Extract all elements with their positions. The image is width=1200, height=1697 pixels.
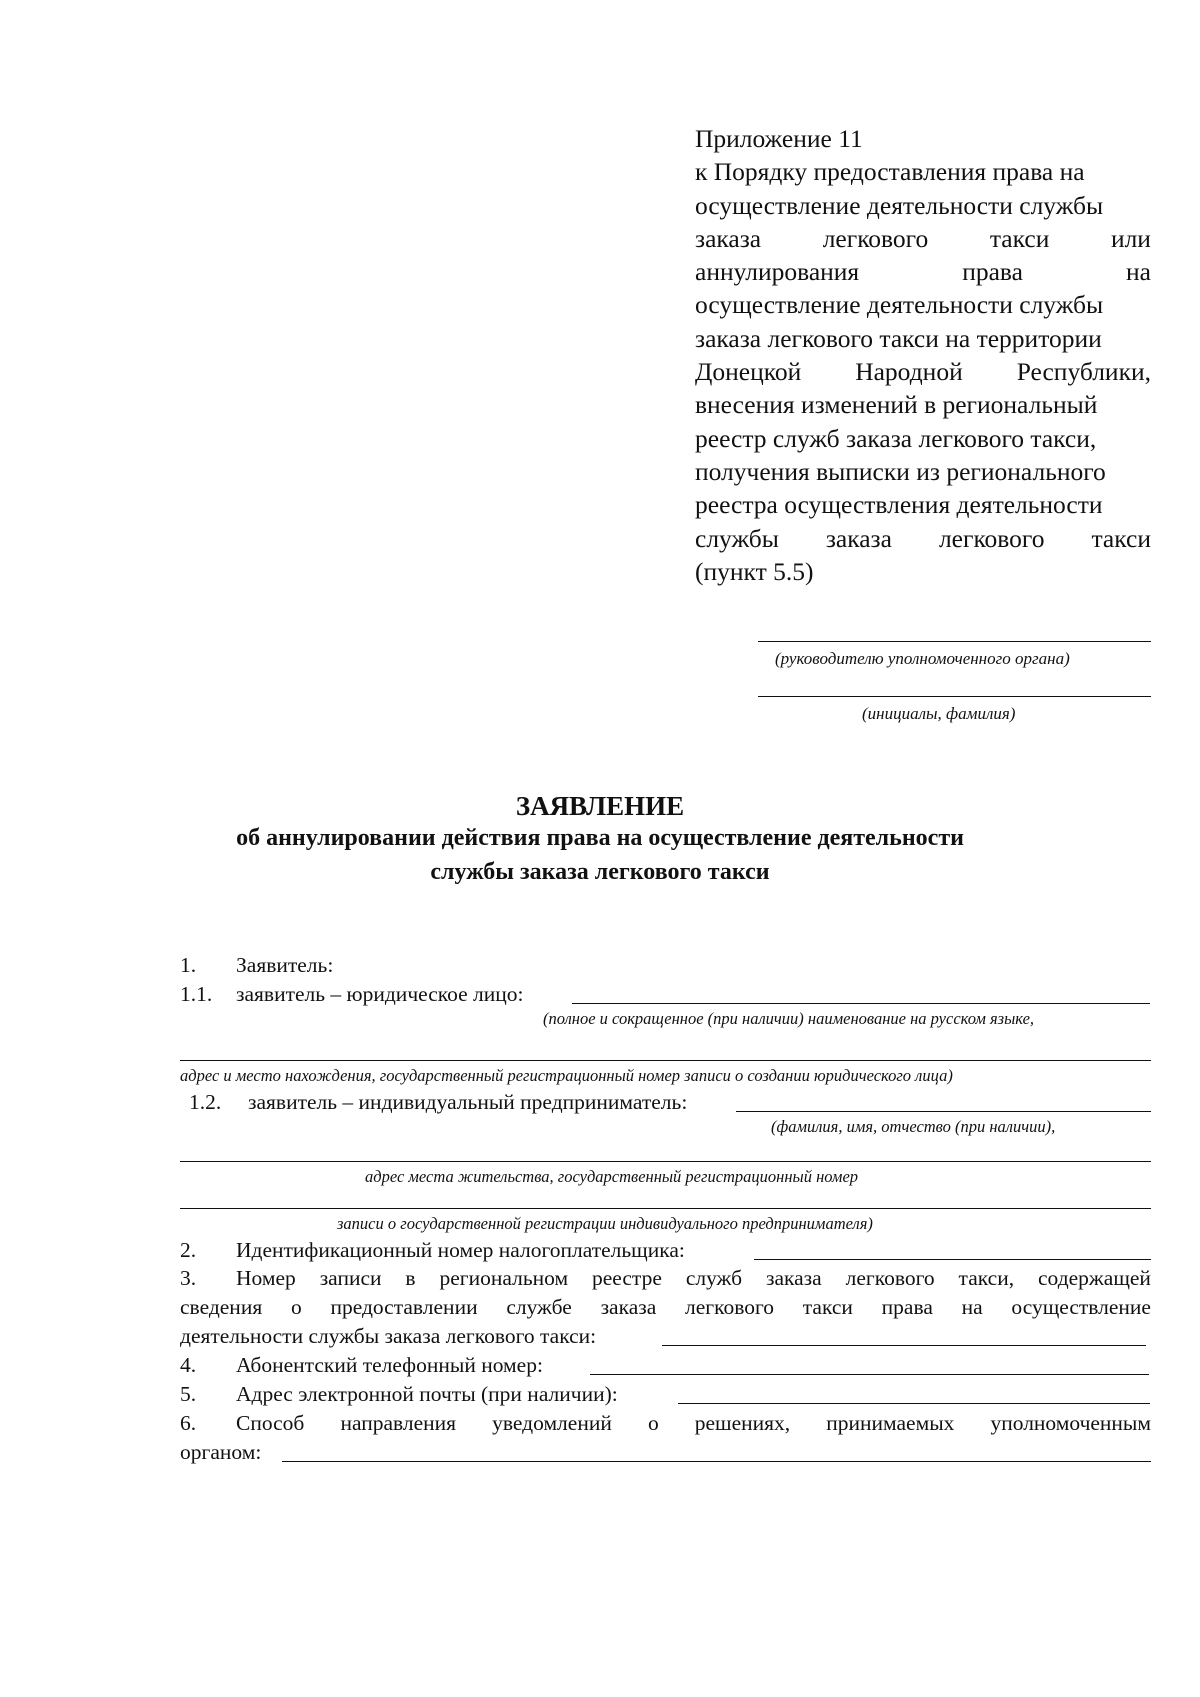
document-subtitle-line1: об аннулировании действия права на осуществление деятельности	[236, 825, 964, 851]
entrepreneur-name-field[interactable]	[736, 1111, 1151, 1112]
legal-entity-caption-1: (полное и сокращенное (при наличии) наименование на русском языке,	[543, 1009, 1035, 1028]
entrepreneur-caption-1: (фамилия, имя, отчество (при наличии),	[771, 1117, 1056, 1136]
word: уведомлений	[492, 1411, 612, 1435]
appendix-word: службы	[695, 523, 779, 553]
addressee-name-line	[758, 696, 1151, 697]
appendix-line	[695, 522, 1151, 555]
appendix-word: аннулирования	[695, 257, 860, 287]
entrepreneur-registration-field[interactable]	[180, 1208, 1151, 1209]
section-1-label: Заявитель:	[236, 953, 334, 977]
appendix-word: заказа	[695, 223, 762, 253]
word: реестре	[592, 1266, 662, 1290]
section-6-line-1	[180, 1413, 1151, 1435]
section-6-number: 6.	[180, 1411, 197, 1435]
addressee-head-line	[758, 641, 1151, 642]
word: заказа	[600, 1295, 657, 1319]
registry-record-number-field[interactable]	[662, 1345, 1146, 1346]
word: Способ	[236, 1411, 305, 1435]
appendix-word: такси	[989, 223, 1050, 253]
word: осуществление	[1011, 1295, 1151, 1319]
appendix-line: внесения изменений в региональный	[695, 390, 1098, 420]
word: о	[647, 1411, 659, 1435]
appendix-line: к Порядку предоставления права на	[695, 157, 1085, 187]
entrepreneur-address-field[interactable]	[180, 1161, 1151, 1162]
word: в	[405, 1266, 416, 1290]
section-1-number: 1.	[180, 953, 197, 977]
section-4-label: Абонентский телефонный номер:	[236, 1353, 543, 1377]
word: заказа	[765, 1266, 822, 1290]
addressee-name-caption: (инициалы, фамилия)	[862, 704, 1016, 723]
word: легкового	[845, 1266, 935, 1290]
document-title: ЗАЯВЛЕНИЕ	[515, 791, 685, 821]
word: службе	[506, 1295, 572, 1319]
addressee-head-caption: (руководителю уполномоченного органа)	[775, 649, 1070, 668]
section-1-2-label: заявитель – индивидуальный предприниматель:	[248, 1090, 688, 1114]
appendix-word: Республики,	[1016, 357, 1151, 387]
word: Номер	[236, 1266, 296, 1290]
word: легкового	[685, 1295, 775, 1319]
appendix-line: получения выписки из регионального	[695, 456, 1106, 486]
word: уполномоченным	[990, 1411, 1151, 1435]
appendix-word: заказа	[825, 523, 892, 553]
section-2-number: 2.	[180, 1238, 197, 1262]
email-field[interactable]	[678, 1403, 1150, 1404]
legal-entity-address-field[interactable]	[180, 1060, 1151, 1061]
appendix-word: Народной	[855, 357, 963, 387]
entrepreneur-caption-3: записи о государственной регистрации индивидуального предпринимателя)	[337, 1214, 873, 1233]
word: служб	[685, 1266, 743, 1290]
section-4-number: 4.	[180, 1353, 197, 1377]
section-3-line-2	[180, 1297, 1151, 1319]
word: содержащей	[1038, 1266, 1151, 1290]
word: о	[290, 1295, 302, 1319]
word: региональном	[439, 1266, 569, 1290]
word: такси,	[958, 1266, 1015, 1290]
appendix-text	[695, 155, 1151, 588]
word: записи	[319, 1266, 382, 1290]
section-1-1-label: заявитель – юридическое лицо:	[236, 982, 524, 1006]
appendix-word: легкового	[938, 523, 1045, 553]
word: на	[961, 1295, 983, 1319]
section-3-line-1	[180, 1268, 1151, 1290]
appendix-word: права	[962, 257, 1023, 287]
word: права	[881, 1295, 933, 1319]
word: предоставлении	[330, 1295, 478, 1319]
appendix-line: реестр служб заказа легкового такси,	[695, 423, 1097, 453]
appendix-word: Донецкой	[695, 357, 802, 387]
appendix-word: на	[1126, 257, 1151, 287]
legal-entity-caption-2: адрес и место нахождения, государственный регистрационный номер записи о создании юридического лица)	[180, 1066, 953, 1085]
word: направления	[340, 1411, 457, 1435]
section-3-line-3: деятельности службы заказа легкового такси:	[180, 1324, 597, 1348]
appendix-heading: Приложение 11	[695, 124, 863, 153]
section-3-number: 3.	[180, 1266, 197, 1290]
word: решениях,	[694, 1411, 791, 1435]
section-5-label: Адрес электронной почты (при наличии):	[236, 1382, 618, 1406]
section-5-number: 5.	[180, 1382, 197, 1406]
section-6-text-1	[236, 1413, 1151, 1435]
entrepreneur-caption-2: адрес места жительства, государственный регистрационный номер	[365, 1167, 859, 1186]
word: такси	[802, 1295, 853, 1319]
document-subtitle-line2: службы заказа легкового такси	[430, 859, 770, 885]
section-3-text-1	[236, 1268, 1151, 1290]
appendix-line	[695, 222, 1151, 255]
appendix-line: осуществление деятельности службы	[695, 190, 1104, 220]
appendix-line	[695, 255, 1151, 288]
phone-number-field[interactable]	[590, 1374, 1149, 1375]
appendix-line: реестра осуществления деятельности	[695, 490, 1103, 520]
tax-number-field[interactable]	[754, 1259, 1151, 1260]
section-1-2-number: 1.2.	[189, 1090, 222, 1114]
section-2-label: Идентификационный номер налогоплательщика:	[236, 1238, 685, 1262]
appendix-word: такси	[1091, 523, 1151, 553]
appendix-line: осуществление деятельности службы	[695, 290, 1104, 320]
word: принимаемых	[826, 1411, 955, 1435]
legal-entity-name-field[interactable]	[572, 1003, 1150, 1004]
section-6-line-2: органом:	[180, 1440, 262, 1464]
appendix-line	[695, 355, 1151, 388]
word: сведения	[180, 1295, 263, 1319]
appendix-block	[695, 122, 1151, 588]
appendix-word: легкового	[822, 223, 929, 253]
notification-method-field[interactable]	[282, 1461, 1151, 1462]
appendix-line: заказа легкового такси на территории	[695, 323, 1102, 353]
appendix-word: или	[1110, 223, 1151, 253]
appendix-line: (пункт 5.5)	[695, 556, 814, 586]
section-1-1-number: 1.1.	[180, 982, 213, 1006]
